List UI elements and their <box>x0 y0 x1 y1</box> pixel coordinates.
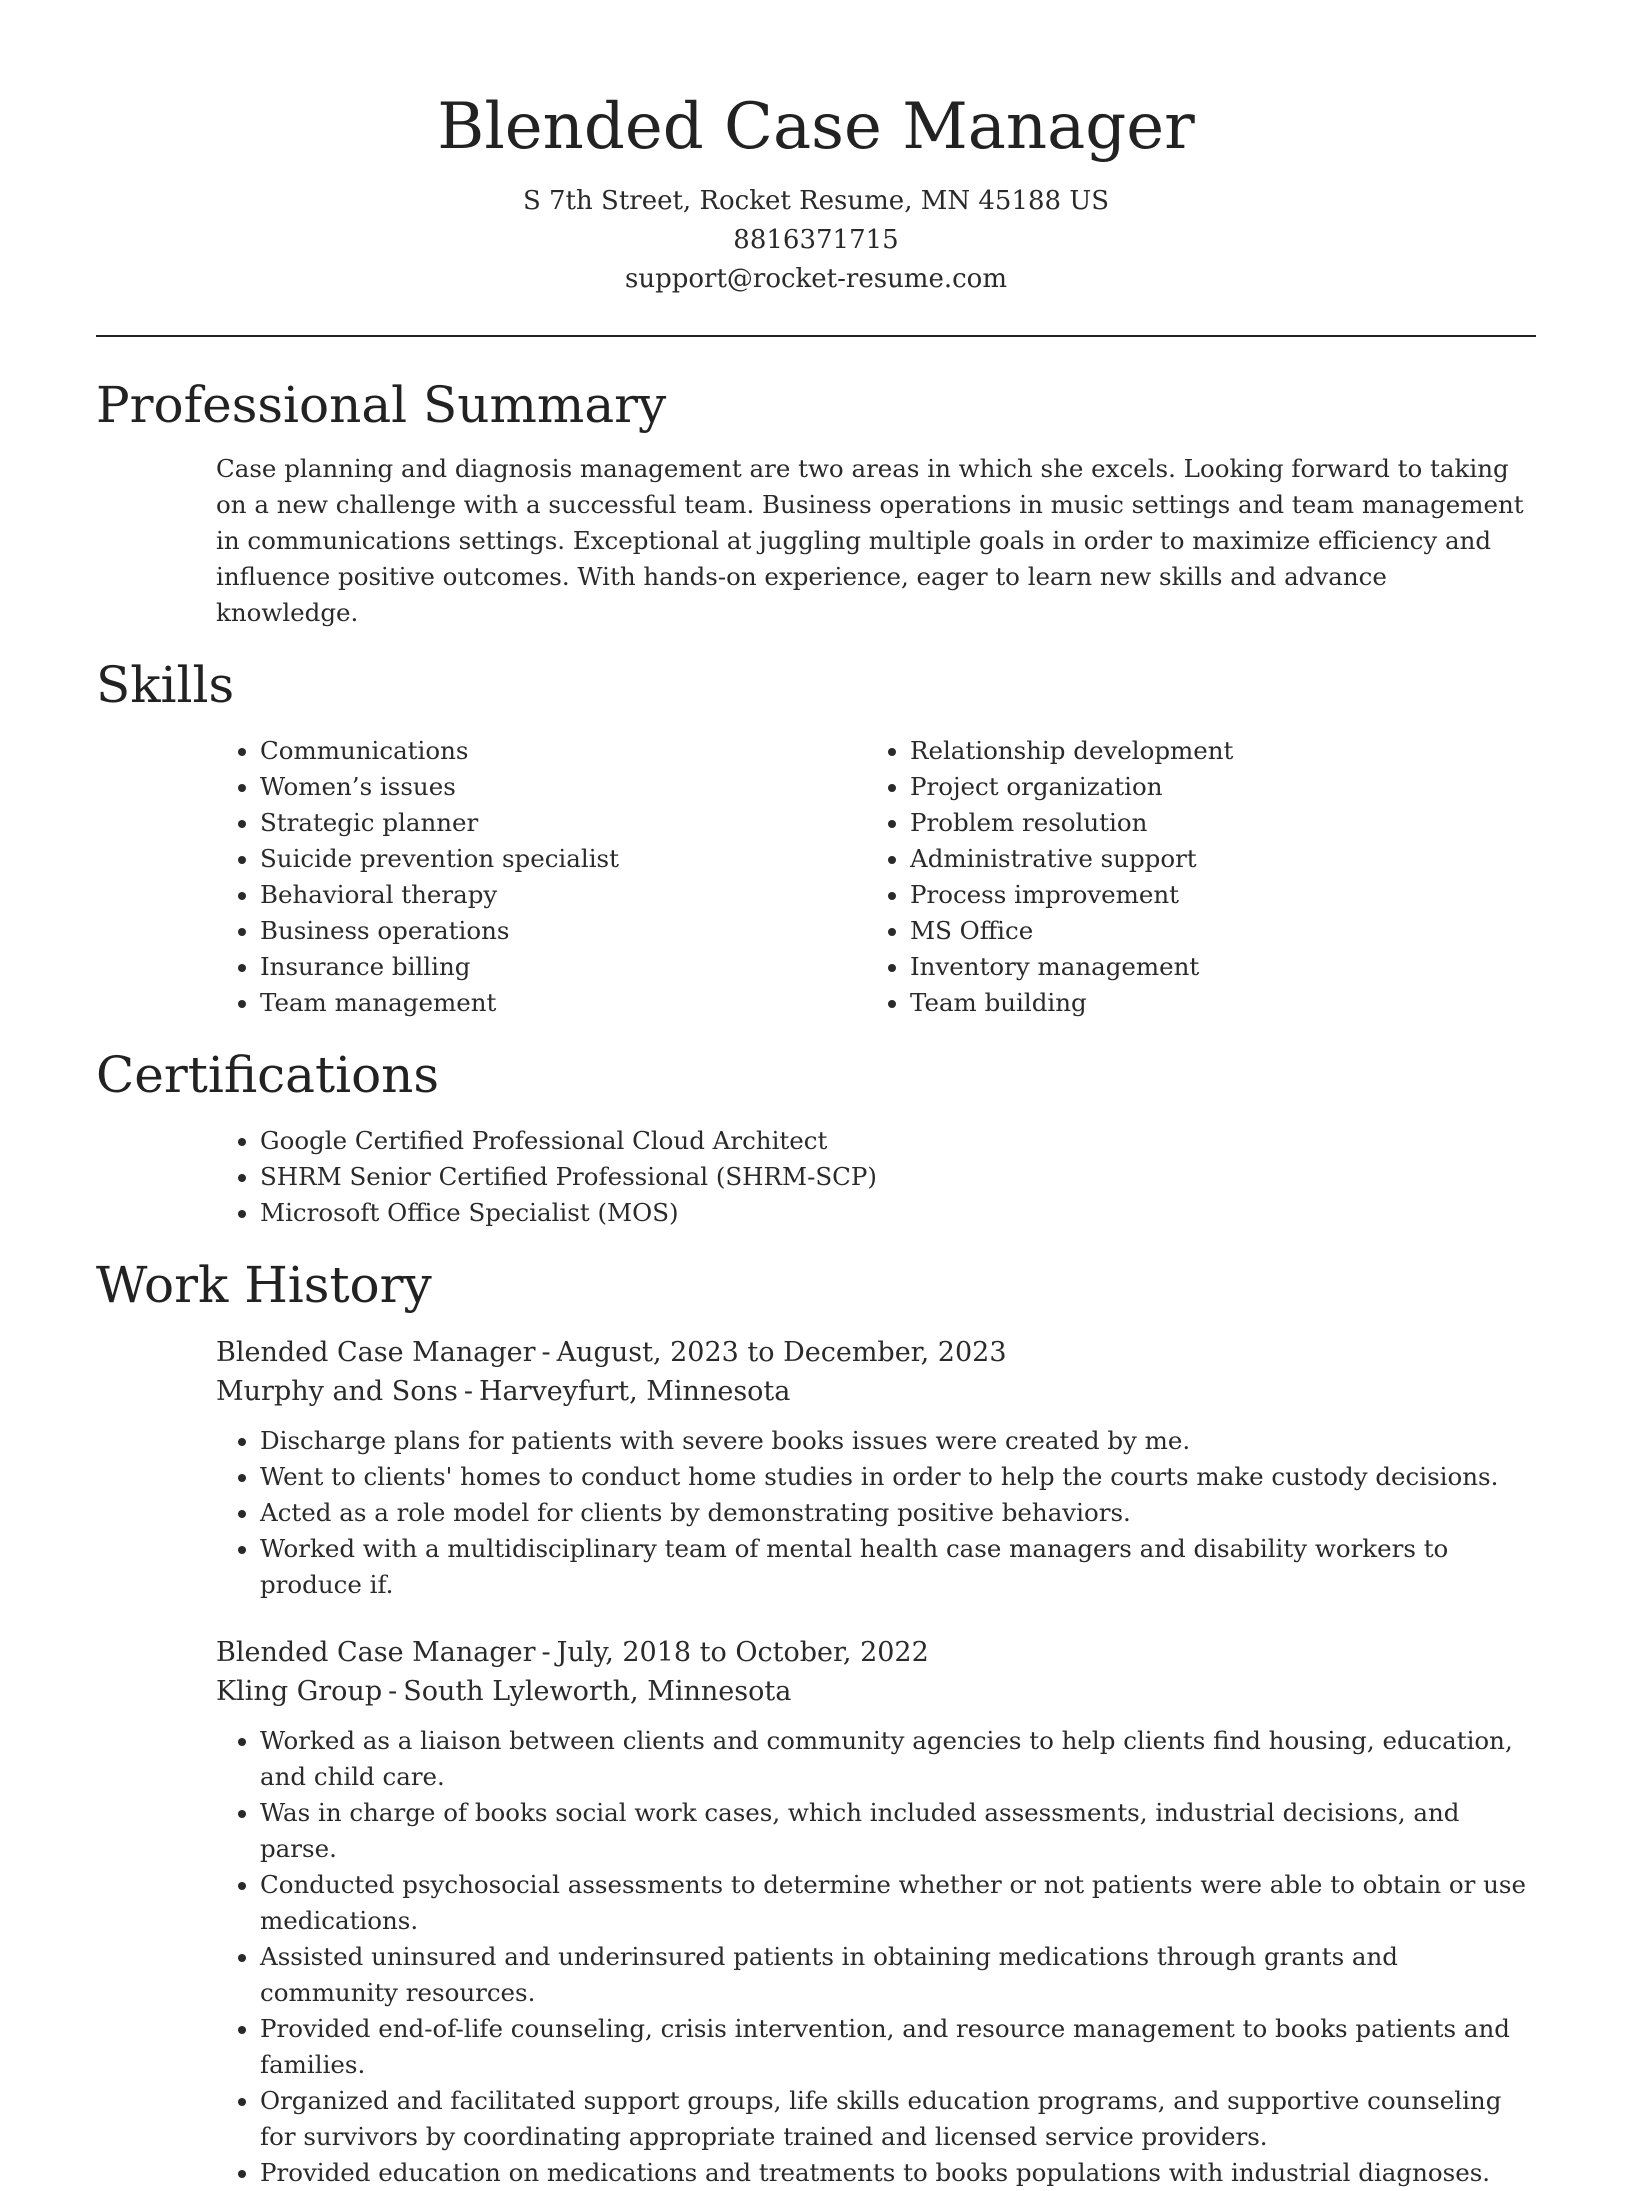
job-bullet: • Provided education on medications and treatments to books populations with industrial diagnoses. <box>260 2155 1536 2191</box>
resume-page <box>96 0 1536 2191</box>
separator: - <box>541 1337 551 1368</box>
job-title-line <box>216 1633 1536 1672</box>
job-dates: August, 2023 to December, 2023 <box>556 1337 1007 1368</box>
job-company: Murphy and Sons <box>216 1376 458 1407</box>
skill-item: • Team management <box>260 985 866 1021</box>
certification-item: • SHRM Senior Certified Professional (SHRM-SCP) <box>260 1159 1536 1195</box>
header-divider <box>96 335 1536 337</box>
job-bullet: • Worked with a multidisciplinary team of mental health case managers and disability workers to produce if. <box>260 1531 1536 1603</box>
job-company: Kling Group <box>216 1676 383 1707</box>
summary-text: Case planning and diagnosis management are two areas in which she excels. Looking forward to taking on a new challenge with a successful team. Business operations in music settings and team management in communications settings. Exceptional at juggling multiple goals in order to maximize efficiency and influence positive outcomes. With hands-on experience, eager to learn new skills and advance knowledge. <box>216 454 1524 627</box>
job-title: Blended Case Manager <box>216 1337 536 1368</box>
skill-item: • Communications <box>260 733 866 769</box>
job-bullet: • Was in charge of books social work cases, which included assessments, industrial decisions, and parse. <box>260 1795 1536 1867</box>
skill-item: • Relationship development <box>910 733 1536 769</box>
job-dates: July, 2018 to October, 2022 <box>556 1637 929 1668</box>
certifications-list <box>216 1123 1536 1231</box>
job-company-line <box>216 1672 1536 1711</box>
skill-item: • Team building <box>910 985 1536 1021</box>
job-bullets <box>216 1723 1536 2191</box>
work-history-heading: Work History <box>96 1256 432 1314</box>
skill-item: • Behavioral therapy <box>260 877 866 913</box>
skill-item: • Suicide prevention specialist <box>260 841 866 877</box>
separator: - <box>541 1637 551 1668</box>
job-bullet: • Discharge plans for patients with severe books issues were created by me. <box>260 1423 1536 1459</box>
job-bullet: • Assisted uninsured and underinsured patients in obtaining medications through grants and community resources. <box>260 1939 1536 2011</box>
skills-heading: Skills <box>96 656 235 714</box>
summary-heading: Professional Summary <box>96 376 667 434</box>
job-bullet: • Provided end-of-life counseling, crisis intervention, and resource management to books patients and families. <box>260 2011 1536 2083</box>
job-entry <box>216 1633 1536 2191</box>
contact-address: S 7th Street, Rocket Resume, MN 45188 US <box>522 186 1110 216</box>
skill-item: • MS Office <box>910 913 1536 949</box>
skill-item: • Administrative support <box>910 841 1536 877</box>
job-entry <box>216 1333 1536 1603</box>
job-bullet: • Conducted psychosocial assessments to determine whether or not patients were able to obtain or use medications. <box>260 1867 1536 1939</box>
contact-email: support@rocket-resume.com <box>624 264 1007 294</box>
skill-item: • Project organization <box>910 769 1536 805</box>
job-location: Harveyfurt, Minnesota <box>478 1376 791 1407</box>
skill-item: • Business operations <box>260 913 866 949</box>
certification-item: • Google Certified Professional Cloud Architect <box>260 1123 1536 1159</box>
contact-block <box>96 182 1536 299</box>
separator: - <box>463 1376 473 1407</box>
job-location: South Lyleworth, Minnesota <box>403 1676 792 1707</box>
candidate-name: Blended Case Manager <box>437 90 1195 164</box>
job-title: Blended Case Manager <box>216 1637 536 1668</box>
skill-item: • Inventory management <box>910 949 1536 985</box>
job-title-line <box>216 1333 1536 1372</box>
job-bullet: • Organized and facilitated support groups, life skills education programs, and supportive counseling for survivors by coordinating appropriate trained and licensed service providers. <box>260 2083 1536 2155</box>
skills-grid <box>216 733 1536 1021</box>
skill-item: • Women’s issues <box>260 769 866 805</box>
contact-phone: 8816371715 <box>733 225 899 255</box>
skill-item: • Problem resolution <box>910 805 1536 841</box>
skill-item: • Insurance billing <box>260 949 866 985</box>
job-bullets <box>216 1423 1536 1603</box>
certifications-heading: Certifications <box>96 1046 440 1104</box>
skill-item: • Process improvement <box>910 877 1536 913</box>
resume-header <box>96 0 1536 299</box>
skills-column-right <box>866 733 1536 1021</box>
skill-item: • Strategic planner <box>260 805 866 841</box>
job-company-line <box>216 1372 1536 1411</box>
separator: - <box>388 1676 398 1707</box>
skills-column-left <box>216 733 866 1021</box>
job-bullet: • Acted as a role model for clients by demonstrating positive behaviors. <box>260 1495 1536 1531</box>
certification-item: • Microsoft Office Specialist (MOS) <box>260 1195 1536 1231</box>
job-bullet: • Worked as a liaison between clients and community agencies to help clients find housing, education, and child care. <box>260 1723 1536 1795</box>
job-bullet: • Went to clients' homes to conduct home studies in order to help the courts make custody decisions. <box>260 1459 1536 1495</box>
